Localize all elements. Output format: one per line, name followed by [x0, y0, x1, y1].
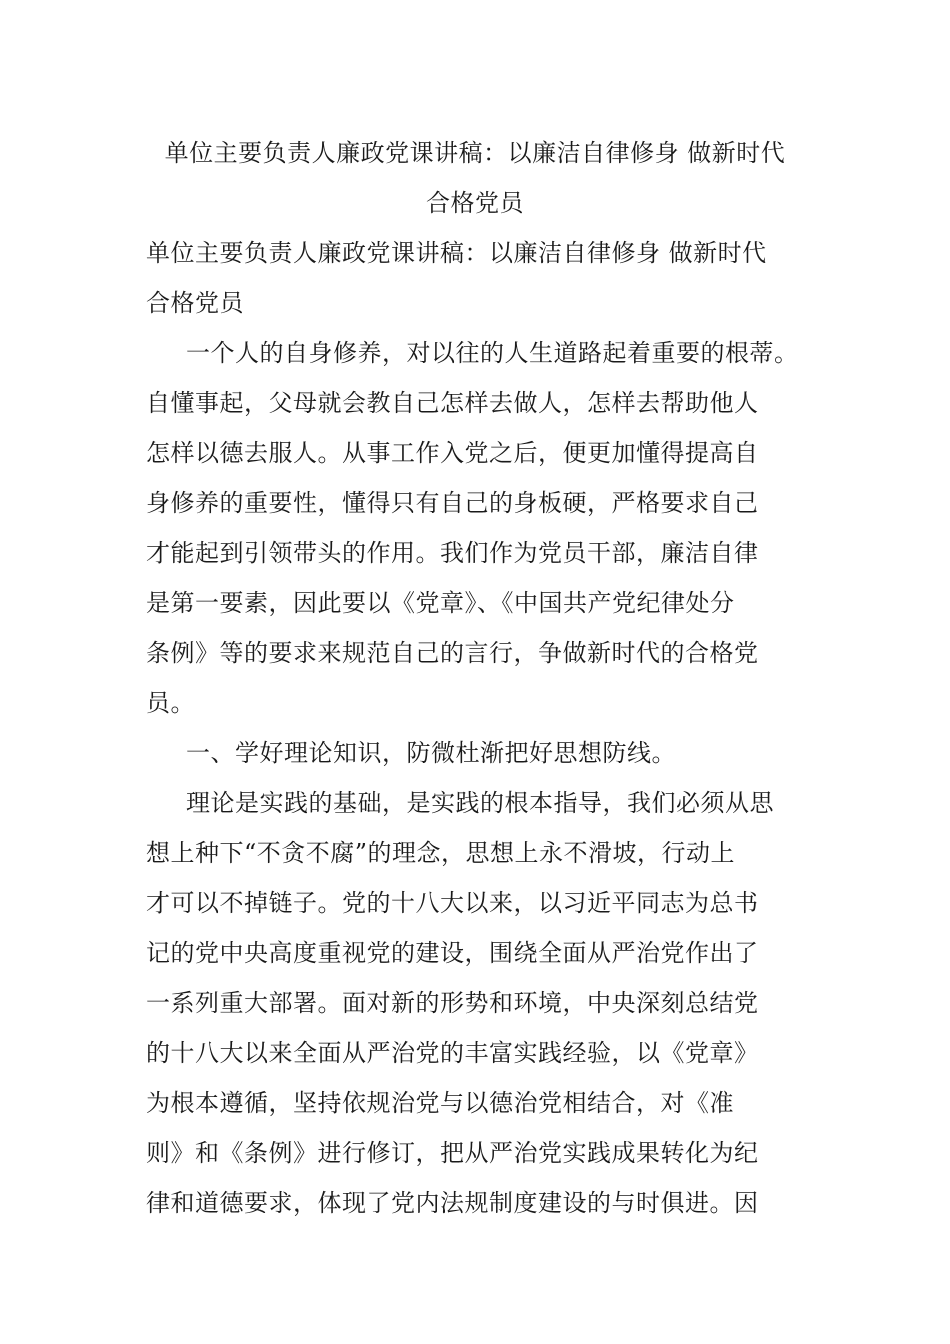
paragraph-1-line-7: 条例》等的要求来规范自己的言行，争做新时代的合格党 — [146, 639, 759, 667]
document-subtitle-line-2: 合格党员 — [146, 289, 244, 317]
document-title-line-1: 单位主要负责人廉政党课讲稿：以廉洁自律修身 做新时代 — [164, 139, 786, 167]
paragraph-1-line-1: 一个人的自身修养，对以往的人生道路起着重要的根蒂。 — [186, 339, 799, 367]
paragraph-3-line-7: 为根本遵循，坚持依规治党与以德治党相结合，对《准 — [146, 1089, 734, 1117]
paragraph-3-line-1: 理论是实践的基础，是实践的根本指导，我们必须从思 — [186, 789, 774, 817]
section-heading-1: 一、学好理论知识，防微杜渐把好思想防线。 — [186, 739, 676, 767]
paragraph-1-line-3: 怎样以德去服人。从事工作入党之后，便更加懂得提高自 — [146, 439, 759, 467]
paragraph-3-line-8: 则》和《条例》进行修订，把从严治党实践成果转化为纪 — [146, 1139, 759, 1167]
paragraph-1-line-5: 才能起到引领带头的作用。我们作为党员干部，廉洁自律 — [146, 539, 759, 567]
paragraph-3-line-3: 才可以不掉链子。党的十八大以来，以习近平同志为总书 — [146, 889, 759, 917]
paragraph-1-line-8: 员。 — [146, 689, 195, 717]
paragraph-3-line-6: 的十八大以来全面从严治党的丰富实践经验，以《党章》 — [146, 1039, 759, 1067]
document-title-line-2: 合格党员 — [426, 189, 524, 217]
document-subtitle-line-1: 单位主要负责人廉政党课讲稿：以廉洁自律修身 做新时代 — [146, 239, 767, 267]
paragraph-1-line-6: 是第一要素，因此要以《党章》、《中国共产党纪律处分 — [146, 589, 735, 617]
paragraph-3-line-9: 律和道德要求，体现了党内法规制度建设的与时俱进。因 — [146, 1189, 759, 1217]
paragraph-1-line-4: 身修养的重要性，懂得只有自己的身板硬，严格要求自己 — [146, 489, 759, 517]
paragraph-3-line-2: 想上种下“不贪不腐”的理念，思想上永不滑坡，行动上 — [146, 839, 736, 867]
paragraph-3-line-5: 一系列重大部署。面对新的形势和环境，中央深刻总结党 — [146, 989, 759, 1017]
paragraph-1-line-2: 自懂事起，父母就会教自己怎样去做人，怎样去帮助他人 — [146, 389, 759, 417]
paragraph-3-line-4: 记的党中央高度重视党的建设，围绕全面从严治党作出了 — [146, 939, 759, 967]
